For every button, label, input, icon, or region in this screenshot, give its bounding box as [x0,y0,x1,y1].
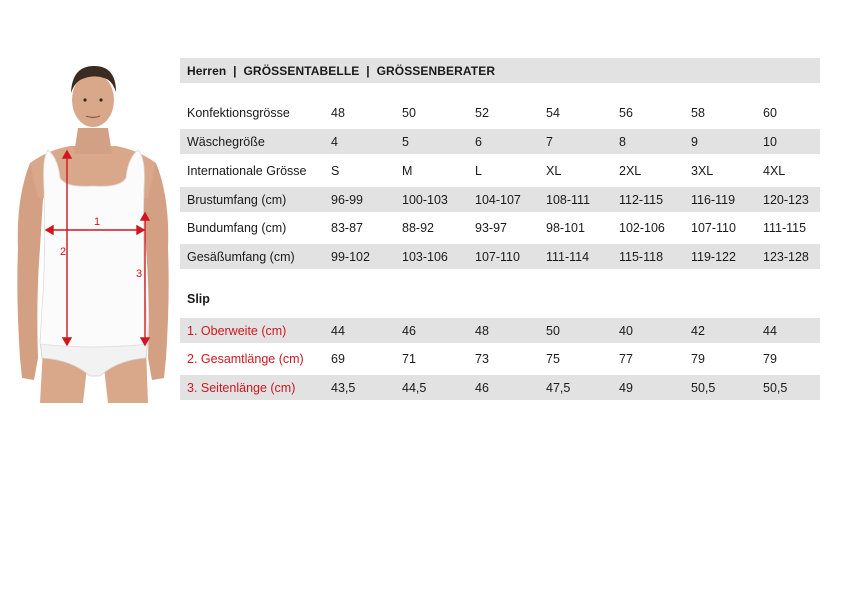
table-cell: 100-103 [402,192,448,207]
model-illustration [8,58,178,403]
table-cell: 83-87 [331,220,363,235]
table-cell: 42 [691,323,705,338]
table-cell: 50,5 [691,380,716,395]
table-cell: 93-97 [475,220,507,235]
table-cell: 123-128 [763,249,809,264]
marker-1: 1 [94,216,101,228]
table-cell: 43,5 [331,380,356,395]
row-label: 2. Gesamtlänge (cm) [187,351,304,366]
table-cell: 5 [402,134,409,149]
table-cell: 4 [331,134,338,149]
table-cell: 44,5 [402,380,427,395]
table-cell: 9 [691,134,698,149]
table-cell: 99-102 [331,249,370,264]
table-cell: 112-115 [619,192,664,207]
table-row [180,215,820,240]
table-cell: 10 [763,134,777,149]
table-cell: 111-115 [763,220,807,235]
row-label: Brustumfang (cm) [187,192,287,207]
table-cell: 6 [475,134,482,149]
row-label: Konfektionsgrösse [187,105,290,120]
table-cell: 119-122 [691,249,736,264]
table-cell: S [331,163,340,178]
table-cell: 48 [475,323,489,338]
table-cell: 116-119 [691,192,736,207]
table-cell: 108-111 [546,192,591,207]
table-cell: 52 [475,105,489,120]
table-cell: 3XL [691,163,714,178]
size-chart-header [180,58,820,83]
table-cell: 46 [402,323,416,338]
header-separator-2: | [359,63,377,78]
header-groessentabelle: GRÖSSENTABELLE [243,63,360,78]
table-cell: 88-92 [402,220,434,235]
table-cell: 47,5 [546,380,571,395]
row-label: 3. Seitenlänge (cm) [187,380,296,395]
table-cell: 107-110 [691,220,736,235]
table-cell: 2XL [619,163,642,178]
table-row [180,158,820,183]
row-label: Wäschegröße [187,134,265,149]
table-cell: 103-106 [402,249,448,264]
table-cell: 8 [619,134,626,149]
table-cell: M [402,163,413,178]
table-cell: 7 [546,134,553,149]
table-cell: 44 [763,323,777,338]
row-label: Gesäßumfang (cm) [187,249,295,264]
table-cell: 102-106 [619,220,665,235]
table-cell: 71 [402,351,416,366]
table-cell: 79 [691,351,705,366]
table-cell: 4XL [763,163,786,178]
table-cell: 115-118 [619,249,664,264]
row-label: 1. Oberweite (cm) [187,323,287,338]
table-row [180,346,820,371]
table-cell: 104-107 [475,192,521,207]
model-figure [8,58,178,403]
row-label: Bundumfang (cm) [187,220,287,235]
table-cell: 77 [619,351,633,366]
table-cell: L [475,163,482,178]
table-row [180,187,820,212]
table-cell: 98-101 [546,220,585,235]
table-row [180,375,820,400]
table-cell: 58 [691,105,705,120]
table-cell: 69 [331,351,345,366]
table-cell: 50 [546,323,560,338]
table-cell: XL [546,163,562,178]
table-cell: 111-114 [546,249,590,264]
table-row [180,100,820,125]
header-groessenberater: GRÖSSENBERATER [376,63,496,78]
slip-section-title: Slip [187,292,210,306]
header-separator-1: | [226,63,244,78]
marker-3: 3 [136,268,143,280]
table-cell: 50,5 [763,380,788,395]
table-cell: 50 [402,105,416,120]
table-row [180,244,820,269]
table-cell: 44 [331,323,345,338]
table-cell: 60 [763,105,777,120]
table-cell: 120-123 [763,192,809,207]
table-row [180,318,820,343]
table-cell: 48 [331,105,345,120]
table-cell: 56 [619,105,633,120]
table-cell: 107-110 [475,249,520,264]
table-cell: 75 [546,351,560,366]
table-cell: 54 [546,105,560,120]
table-cell: 96-99 [331,192,363,207]
row-label: Internationale Grösse [187,163,307,178]
table-cell: 46 [475,380,489,395]
table-cell: 40 [619,323,633,338]
table-cell: 73 [475,351,489,366]
table-cell: 79 [763,351,777,366]
marker-2: 2 [60,246,67,258]
table-row [180,129,820,154]
header-herren: Herren [187,63,227,78]
table-cell: 49 [619,380,633,395]
